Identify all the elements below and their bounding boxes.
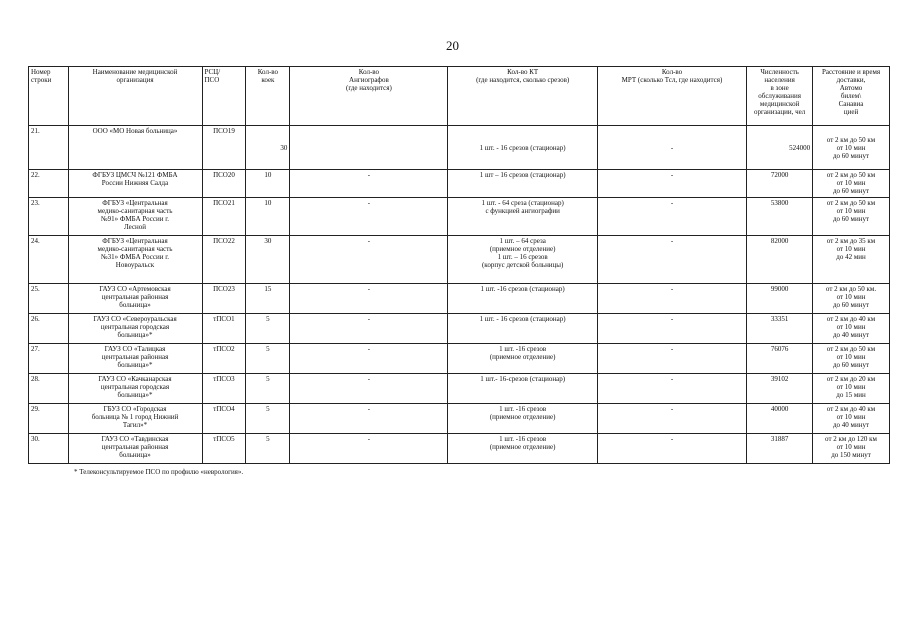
angiographs-cell: -: [290, 236, 448, 284]
distance-cell: от 2 км до 50 км от 10 мин до 60 минут: [813, 198, 890, 236]
table-row: [29, 314, 890, 344]
rsc-code: ПСО22: [202, 236, 246, 284]
organization-name: ФГБУЗ «Центральная медико-санитарная часть №31» ФМБА России г. Новоуральск: [68, 236, 202, 284]
organization-name: ФГБУЗ «Центральная медико-санитарная часть №91» ФМБА России г. Лесной: [68, 198, 202, 236]
mrt-cell: -: [597, 314, 746, 344]
table-row: [29, 344, 890, 374]
beds-count: 30: [246, 236, 290, 284]
header-distance: Расстояние и время доставки, Автомо билем\ Санавиа цией: [813, 67, 890, 126]
distance-cell: от 2 км до 120 км от 10 мин до 150 минут: [813, 434, 890, 464]
ct-cell: 1 шт – 16 срезов (стационар): [448, 170, 597, 198]
angiographs-cell: -: [290, 374, 448, 404]
ct-cell: 1 шт. - 16 срезов (стационар): [448, 314, 597, 344]
population-cell: 76076: [747, 344, 813, 374]
mrt-cell: -: [597, 284, 746, 314]
population-cell: 31887: [747, 434, 813, 464]
row-number: 21.: [29, 126, 69, 170]
table-row: [29, 404, 890, 434]
angiographs-cell: -: [290, 434, 448, 464]
beds-count: 10: [246, 198, 290, 236]
mrt-cell: -: [597, 374, 746, 404]
organization-name: ГАУЗ СО «Качканарская центральная городская больница»*: [68, 374, 202, 404]
distance-cell: от 2 км до 40 км от 10 мин до 40 минут: [813, 404, 890, 434]
organization-name: ФГБУЗ ЦМСЧ №121 ФМБА России Нижняя Салда: [68, 170, 202, 198]
header-mrt: Кол-во МРТ (сколько Тсл, где находится): [597, 67, 746, 126]
rsc-code: ПСО21: [202, 198, 246, 236]
ct-cell: 1 шт. – 64 среза (приемное отделение) 1 шт. – 16 срезов (корпус детской больницы): [448, 236, 597, 284]
angiographs-cell: [290, 126, 448, 170]
table-header-row: [29, 67, 890, 126]
ct-cell: 1 шт. - 16 срезов (стационар): [448, 126, 597, 170]
organization-name: ГБУЗ СО «Городская больница № 1 город Нижний Тагил»*: [68, 404, 202, 434]
distance-cell: от 2 км до 35 км от 10 мин до 42 мин: [813, 236, 890, 284]
population-cell: 99000: [747, 284, 813, 314]
rsc-code: тПСО5: [202, 434, 246, 464]
table-row: [29, 434, 890, 464]
organization-name: ГАУЗ СО «Артемовская центральная районная больница»: [68, 284, 202, 314]
mrt-cell: -: [597, 404, 746, 434]
header-population: Численность населения в зоне обслуживания медицинской организации, чел: [747, 67, 813, 126]
mrt-cell: -: [597, 236, 746, 284]
mrt-cell: -: [597, 170, 746, 198]
mrt-cell: -: [597, 434, 746, 464]
hospital-table: [28, 66, 890, 464]
table-row: [29, 198, 890, 236]
ct-cell: 1 шт.- 16-срезов (стационар): [448, 374, 597, 404]
distance-cell: от 2 км до 50 км от 10 мин до 60 минут: [813, 344, 890, 374]
ct-cell: 1 шт. -16 срезов (приемное отделение): [448, 434, 597, 464]
population-cell: 524000: [747, 126, 813, 170]
page-number: 20: [446, 38, 459, 53]
distance-cell: от 2 км до 50 км от 10 мин до 60 минут: [813, 170, 890, 198]
table-row: [29, 236, 890, 284]
rsc-code: тПСО4: [202, 404, 246, 434]
ct-cell: 1 шт. -16 срезов (приемное отделение): [448, 344, 597, 374]
row-number: 22.: [29, 170, 69, 198]
angiographs-cell: -: [290, 284, 448, 314]
beds-count: 10: [246, 170, 290, 198]
row-number: 25.: [29, 284, 69, 314]
population-cell: 53800: [747, 198, 813, 236]
population-cell: 82000: [747, 236, 813, 284]
population-cell: 72000: [747, 170, 813, 198]
table-row: [29, 170, 890, 198]
population-cell: 33351: [747, 314, 813, 344]
row-number: 30.: [29, 434, 69, 464]
header-angiographs: Кол-во Ангиографов (где находится): [290, 67, 448, 126]
mrt-cell: -: [597, 126, 746, 170]
footnote: * Телеконсультируемое ПСО по профилю «неврология».: [74, 468, 244, 476]
beds-count: 30: [246, 126, 290, 170]
organization-name: ГАУЗ СО «Тавдинская центральная районная больница»: [68, 434, 202, 464]
rsc-code: тПСО3: [202, 374, 246, 404]
rsc-code: ПСО23: [202, 284, 246, 314]
distance-cell: от 2 км до 50 км от 10 мин до 60 минут: [813, 126, 890, 170]
angiographs-cell: -: [290, 198, 448, 236]
organization-name: ООО «МО Новая больница»: [68, 126, 202, 170]
beds-count: 5: [246, 374, 290, 404]
rsc-code: тПСО1: [202, 314, 246, 344]
row-number: 26.: [29, 314, 69, 344]
header-rsc-pso: РСЦ/ ПСО: [202, 67, 246, 126]
population-cell: 39102: [747, 374, 813, 404]
mrt-cell: -: [597, 198, 746, 236]
row-number: 27.: [29, 344, 69, 374]
row-number: 28.: [29, 374, 69, 404]
angiographs-cell: -: [290, 314, 448, 344]
ct-cell: 1 шт. -16 срезов (приемное отделение): [448, 404, 597, 434]
organization-name: ГАУЗ СО «Талицкая центральная районная больница»*: [68, 344, 202, 374]
header-organization: Наименование медицинской организация: [68, 67, 202, 126]
distance-cell: от 2 км до 20 км от 10 мин до 15 мин: [813, 374, 890, 404]
rsc-code: ПСО19: [202, 126, 246, 170]
header-ct: Кол-во КТ (где находится, сколько срезов): [448, 67, 597, 126]
beds-count: 5: [246, 434, 290, 464]
row-number: 24.: [29, 236, 69, 284]
mrt-cell: -: [597, 344, 746, 374]
beds-count: 5: [246, 404, 290, 434]
organization-name: ГАУЗ СО «Североуральская центральная городская больница»*: [68, 314, 202, 344]
ct-cell: 1 шт. - 64 среза (стационар) с функцией ангиографии: [448, 198, 597, 236]
header-beds: Кол-во коек: [246, 67, 290, 126]
beds-count: 15: [246, 284, 290, 314]
angiographs-cell: -: [290, 170, 448, 198]
row-number: 23.: [29, 198, 69, 236]
rsc-code: ПСО20: [202, 170, 246, 198]
distance-cell: от 2 км до 40 км от 10 мин до 40 минут: [813, 314, 890, 344]
ct-cell: 1 шт. -16 срезов (стационар): [448, 284, 597, 314]
row-number: 29.: [29, 404, 69, 434]
distance-cell: от 2 км до 50 км. от 10 мин до 60 минут: [813, 284, 890, 314]
population-cell: 40000: [747, 404, 813, 434]
beds-count: 5: [246, 344, 290, 374]
header-row-number: Номер строки: [29, 67, 69, 126]
angiographs-cell: -: [290, 404, 448, 434]
table-row: [29, 284, 890, 314]
table-row: [29, 374, 890, 404]
table-row: [29, 126, 890, 170]
beds-count: 5: [246, 314, 290, 344]
rsc-code: тПСО2: [202, 344, 246, 374]
angiographs-cell: -: [290, 344, 448, 374]
